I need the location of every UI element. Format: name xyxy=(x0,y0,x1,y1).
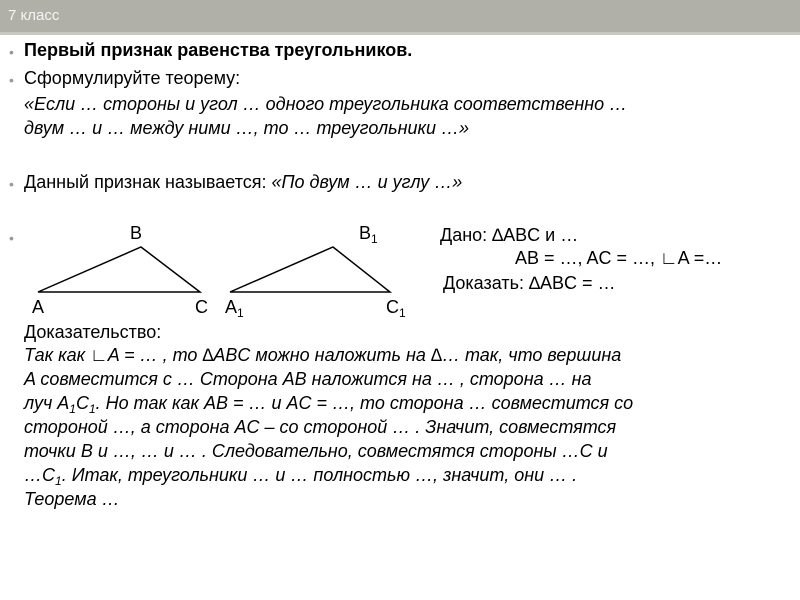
grade-label: 7 класс xyxy=(8,7,60,24)
theorem-title: Первый признак равенства треугольников. xyxy=(24,40,413,60)
proof-line2: A совместится с … Сторона AB наложится на … , сторона … на xyxy=(24,369,592,389)
task-formulate: Сформулируйте теорему: xyxy=(24,68,241,88)
proof-line7: Теорема … xyxy=(24,489,120,509)
theorem-template-line1: «Если … стороны и угол … одного треугольника соответственно … xyxy=(24,94,628,114)
bullet-icon: • xyxy=(9,230,14,246)
proof-title: Доказательство: xyxy=(24,322,162,342)
triangle-a1b1c1 xyxy=(230,247,390,292)
theorem-template-line2: двум … и … между ними …, то … треугольники …» xyxy=(24,118,470,138)
vertex-a1: $A_1$ xyxy=(225,297,244,320)
proof-line5: точки B и …, … и … . Следовательно, совместятся стороны …C и xyxy=(24,441,608,461)
bullet-icon: • xyxy=(9,72,14,88)
bullet-icon: • xyxy=(9,176,14,192)
proof-line1: Так как ∟A = … , то ∆ABC можно наложить на ∆… так, что вершина xyxy=(24,345,622,365)
criterion-label: Данный признак называется: xyxy=(24,172,272,192)
vertex-b1: $B_1$ xyxy=(359,223,378,246)
proof-line3: луч $A_1C_1$. Но так как AB = … и AC = …, то сторона … совместится со xyxy=(24,393,634,416)
proof-line6: $\dots C_1$. Итак, треугольники … и … полностью …, значит, они … . xyxy=(24,465,578,488)
proof-line4: стороной …, а сторона AC – со стороной … . Значит, совместятся xyxy=(24,417,617,437)
vertex-b: B xyxy=(130,223,143,243)
bullet-icon: • xyxy=(9,44,14,60)
vertex-c1: $C_1$ xyxy=(386,297,406,320)
triangle-abc xyxy=(38,247,200,292)
criterion-name: «По двум … и углу …» xyxy=(271,172,463,192)
prove-line: Доказать: ∆ABC = … xyxy=(443,273,616,293)
given-equalities: AB = …, AC = …, ∟A =… xyxy=(515,248,723,268)
vertex-a: A xyxy=(32,297,45,317)
given-line: Дано: ∆ABC и … xyxy=(440,225,579,245)
vertex-c: C xyxy=(195,297,208,317)
